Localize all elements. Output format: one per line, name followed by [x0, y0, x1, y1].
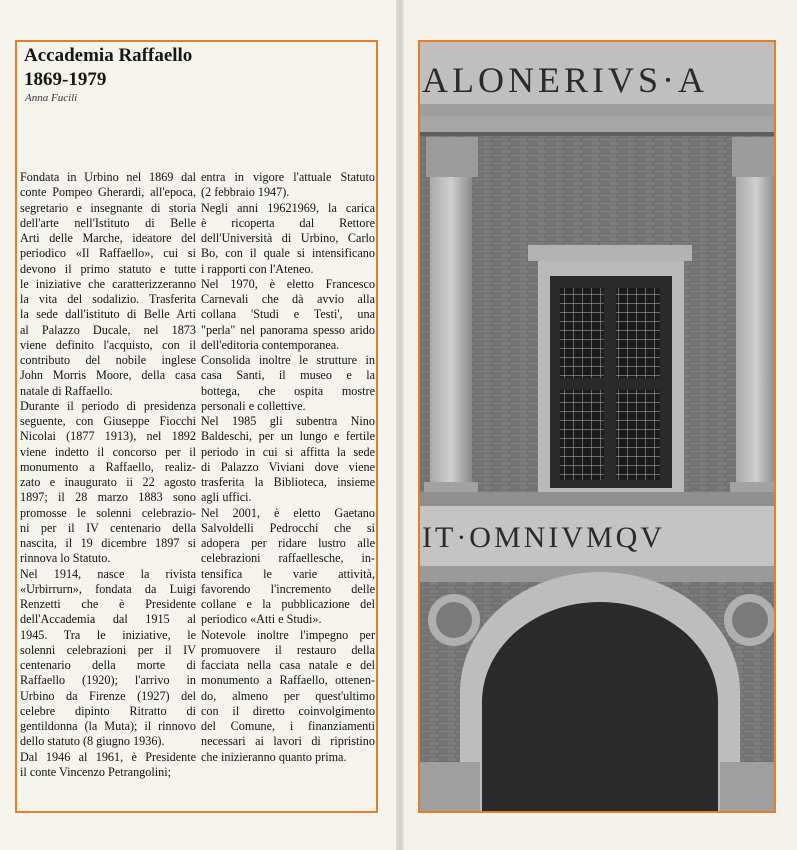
text-line: è ricoperta dal Rettore: [201, 215, 375, 230]
text-line: Fondata in Urbino nel 1869 dal: [20, 170, 196, 184]
text-line: celebre dipinto Ritratto di: [20, 703, 196, 718]
text-line: nascita, il 19 dicembre 1897 si: [20, 536, 196, 550]
text-line: la vita del sodalizio. Trasferita: [20, 292, 196, 306]
text-line: centenario della morte di: [20, 658, 196, 672]
inscription-middle: IT·OMNIVMQV: [422, 521, 665, 554]
text-line: periodico «Il Raffaello», cui si: [20, 246, 196, 261]
text-line: Nicolai (1877 1913), nel 1892: [20, 429, 196, 444]
text-line: ni per il IV centenario della: [20, 520, 196, 535]
text-line: i rapporti con l'Ateneo.: [201, 261, 314, 276]
text-line: dell'Accademia dal 1915 al: [20, 612, 196, 627]
text-line: celebrazioni raffaellesche, in-: [201, 551, 375, 566]
text-line: adopera per ridare lustro alle: [201, 536, 375, 550]
text-line: le iniziative che caratterizzeranno: [20, 276, 196, 291]
text-line: Salvoldelli Pedrocchi che si: [201, 520, 375, 535]
text-line: rinnova lo Statuto.: [20, 551, 111, 566]
palazzo-facade-illustration: [420, 42, 774, 811]
text-line: collane e la pubblicazione del: [201, 597, 375, 611]
text-line: di Palazzo Viviani dove viene: [201, 459, 375, 474]
text-line: Nel 2001, è eletto Gaetano: [201, 505, 375, 520]
text-line: dell'arte nell'Istituto di Belle: [20, 215, 196, 230]
text-line: collana 'Studi e Testi', una: [201, 307, 375, 322]
text-line: casa Santi, il museo e la: [201, 368, 375, 383]
text-line: Negli anni 19621969, la carica: [201, 200, 375, 215]
text-line: con il diretto coinvolgimento: [201, 703, 375, 718]
article-author: Anna Fucili: [25, 92, 78, 104]
text-line: Nel 1985 gli subentra Nino: [201, 414, 375, 428]
text-line: favorendo l'incremento delle: [201, 581, 375, 596]
text-line: contributo del nobile inglese: [20, 353, 196, 367]
text-line: conte Pompeo Gherardi, all'epoca,: [20, 185, 196, 200]
text-line: Renzetti che è Presidente: [20, 597, 196, 611]
text-line: la sede dall'istituto di Belle Arti: [20, 307, 196, 322]
text-line: Arti delle Marche, ideatore del: [20, 231, 196, 245]
text-line: Baldeschi, per un lungo e fertile: [201, 429, 375, 444]
text-line: Notevole inoltre l'impegno per: [201, 627, 375, 642]
inscription-top: ALONERIVS·A: [422, 60, 708, 100]
text-line: "perla" nel panorama spesso arido: [201, 322, 375, 337]
text-line: periodo in cui si affitta la sede: [201, 444, 375, 459]
text-line: (2 febbraio 1947).: [201, 185, 290, 200]
text-line: promuovere il restauro della: [201, 642, 375, 657]
text-line: trasferita la Biblioteca, insieme: [201, 475, 375, 489]
text-line: do, almeno per quest'ultimo: [201, 688, 375, 703]
text-line: del Comune, i finanziamenti: [201, 719, 375, 733]
text-line: necessari ai lavori di ripristino: [201, 734, 375, 749]
text-line: tensifica le varie attività,: [201, 566, 375, 581]
text-line: 1945. Tra le iniziative, le: [20, 627, 196, 642]
article-title: [24, 44, 192, 92]
text-line: John Morris Moore, della casa: [20, 368, 196, 383]
text-line: dello statuto (8 giugno 1936).: [20, 734, 165, 749]
text-line: monumento a Raffaello, ottenen-: [201, 673, 375, 688]
text-line: 1897; il 28 marzo 1883 sono: [20, 490, 196, 505]
title-line-1: Accademia Raffaello: [24, 45, 193, 66]
text-line: natale di Raffaello.: [20, 383, 113, 398]
text-line: bottega, che ospita mostre: [201, 383, 375, 398]
palazzo-photo: [418, 40, 776, 813]
text-line: Dal 1946 al 1961, è Presidente: [20, 749, 196, 764]
text-line: monumento a Raffaello, realiz-: [20, 459, 196, 474]
text-line: promosse le solenni celebrazio-: [20, 505, 196, 520]
text-line: dell'Università di Urbino, Carlo: [201, 231, 375, 245]
text-line: personali e collettive.: [201, 398, 306, 413]
text-line: il conte Vincenzo Petrangolini;: [20, 764, 172, 779]
text-line: al Palazzo Ducale, nel 1873: [20, 322, 196, 337]
text-line: dell'editoria contemporanea.: [201, 337, 340, 352]
text-line: Nel 1970, è eletto Francesco: [201, 276, 375, 291]
window: [528, 245, 692, 493]
text-line: che inizieranno quanto prima.: [201, 749, 347, 764]
text-line: Raffaello (1920); l'arrivo in: [20, 673, 196, 688]
title-line-2: 1869-1979: [24, 69, 107, 90]
column-right: [730, 137, 774, 498]
text-line: viene definito l'acquisto, con il: [20, 337, 196, 352]
text-line: agli uffici.: [201, 490, 252, 505]
body-column-left: [20, 170, 196, 780]
text-line: viene indetto il concorso per il: [20, 444, 196, 459]
text-line: «Urbirrurn», fondata da Luigi: [20, 581, 196, 596]
text-line: Carnevali che dà avvio alla: [201, 292, 375, 306]
text-line: gentildonna (la Muta); il rinnovo: [20, 719, 196, 733]
text-line: Durante il periodo di presidenza: [20, 398, 196, 413]
text-line: Consolida inoltre le strutture in: [201, 353, 375, 367]
column-left: [424, 137, 478, 498]
text-line: devono il primo statuto e tutte: [20, 261, 196, 276]
text-line: solenni celebrazioni per il IV: [20, 642, 196, 657]
text-line: entra in vigore l'attuale Statuto: [201, 170, 375, 184]
text-line: Urbino da Firenze (1927) del: [20, 688, 196, 703]
text-line: periodico «Atti e Studi».: [201, 612, 322, 627]
text-line: zato e inaugurato ii 22 agosto: [20, 475, 196, 489]
body-column-right: [201, 170, 375, 765]
text-line: seguente, con Giuseppe Fiocchi: [20, 414, 196, 428]
text-line: segretario e insegnante di storia: [20, 200, 196, 215]
book-gutter: [396, 0, 404, 850]
text-line: facciata nella casa natale e del: [201, 658, 375, 672]
text-line: Nel 1914, nasce la rivista: [20, 566, 196, 581]
text-line: Bo, con il quale si intensificano: [201, 246, 375, 261]
